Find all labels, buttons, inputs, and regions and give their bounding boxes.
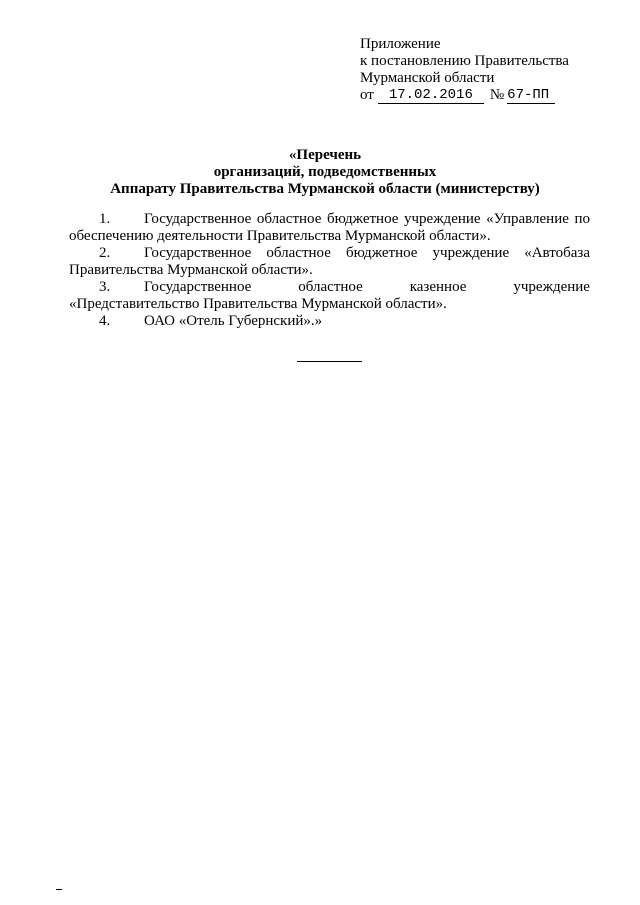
region-name: Мурманской области xyxy=(360,70,495,86)
title-line-2: организаций, подведомственных xyxy=(213,164,437,180)
list-item-word: казенное xyxy=(409,279,467,295)
list-item-word: Государственное xyxy=(144,279,252,295)
date-field: 17.02.2016 xyxy=(378,88,484,104)
list-item-word: учреждение xyxy=(513,279,590,295)
list-item-text: ОАО «Отель Губернский».» xyxy=(144,313,323,329)
list-item-number: 3. xyxy=(99,279,111,295)
document-number-field: 67-ПП xyxy=(507,88,555,104)
list-item xyxy=(69,211,590,245)
list-item-text: Государственное областное бюджетное учреждение «Управление по обеспечению деятельности Правительства Мурманской области». xyxy=(69,211,590,244)
list-item-number: 1. xyxy=(99,211,111,227)
document-header xyxy=(360,36,600,104)
list-item xyxy=(69,313,590,330)
list-item xyxy=(69,245,590,279)
title-line-3: Аппарату Правительства Мурманской области (министерству) xyxy=(110,181,540,197)
page-corner-mark xyxy=(56,889,62,890)
list-item-continuation: «Представительство Правительства Мурманской области». xyxy=(69,296,447,312)
list-item-text: Государственное областное бюджетное учреждение «Автобаза Правительства Мурманской области». xyxy=(69,245,590,278)
list-item-word: областное xyxy=(298,279,363,295)
document-title xyxy=(60,147,590,198)
date-prefix: от xyxy=(360,87,374,103)
date-number-line xyxy=(360,87,600,104)
list-item-first-line xyxy=(69,279,590,296)
number-prefix: № xyxy=(489,87,505,103)
organization-list xyxy=(69,211,590,330)
appendix-label: Приложение xyxy=(360,36,441,52)
resolution-reference: к постановлению Правительства xyxy=(360,53,569,69)
list-item-number: 2. xyxy=(99,245,111,261)
list-item-number: 4. xyxy=(99,313,111,329)
title-line-1: «Перечень xyxy=(288,147,362,163)
end-separator-line xyxy=(297,361,362,362)
list-item xyxy=(69,279,590,313)
